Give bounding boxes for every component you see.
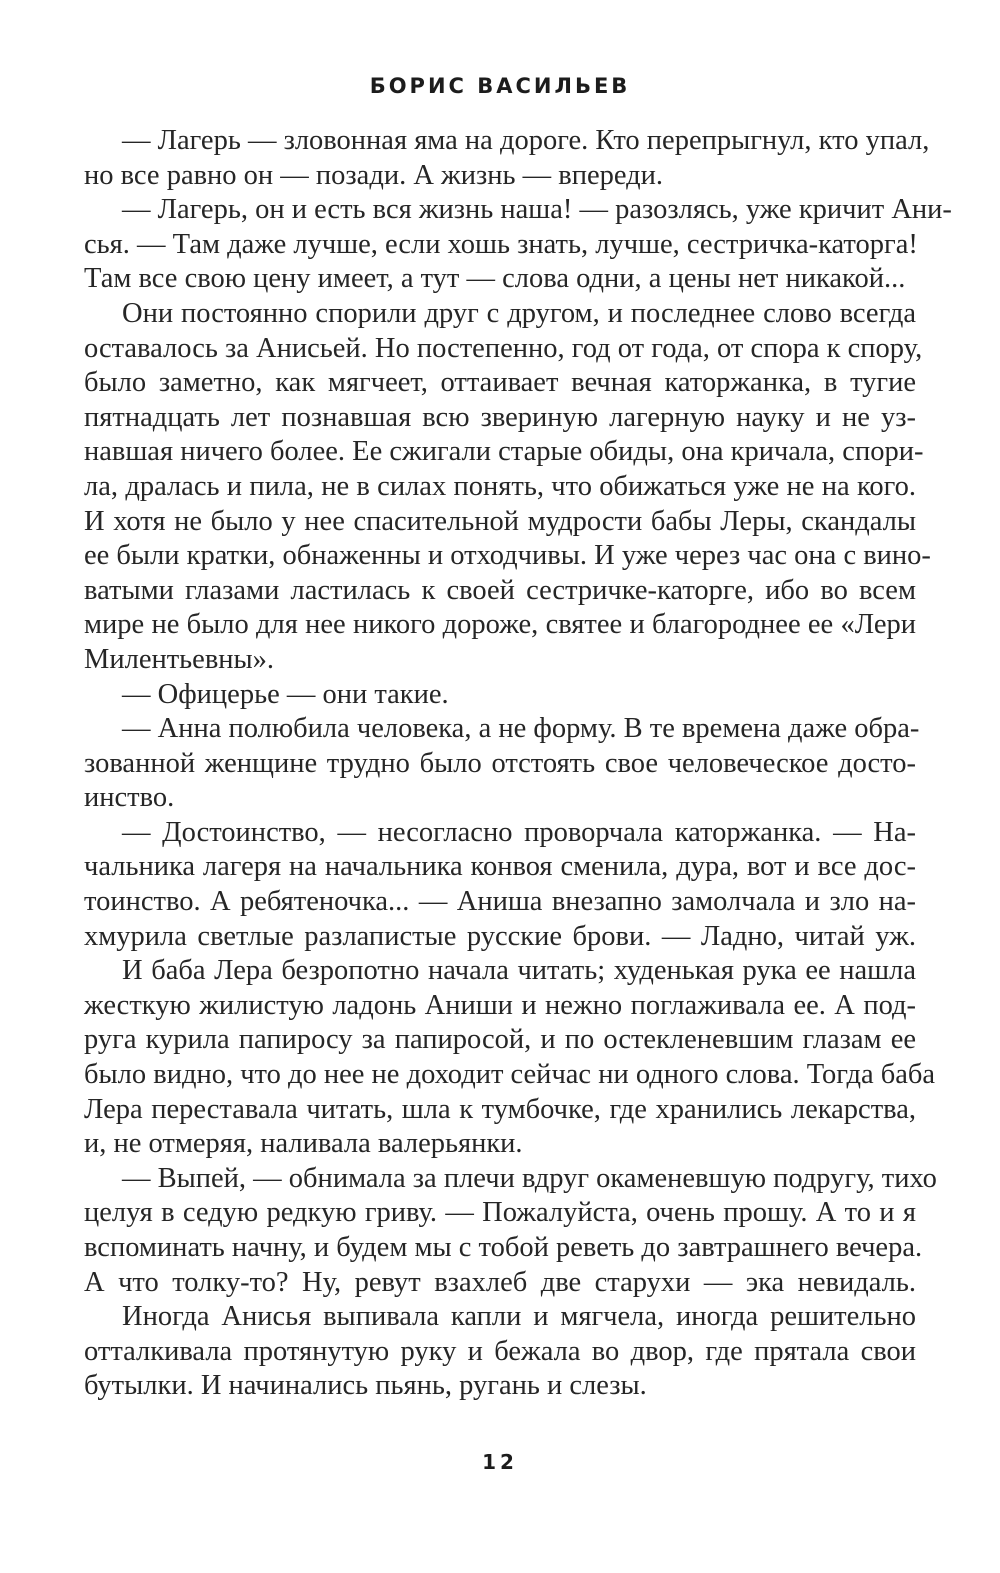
text-line: зованной женщине трудно было отстоять свое человеческое досто- (84, 747, 916, 779)
text-line: было заметно, как мягчеет, оттаивает вечная каторжанка, в тугие (84, 367, 916, 399)
text-line: — Офицерье — они такие. (122, 678, 449, 710)
text-line: ватыми глазами ластилась к своей сестричке-каторге, ибо во всем (84, 574, 916, 606)
text-line: ее были кратки, обнаженны и отходчивы. И уже через час она с вино- (84, 540, 931, 572)
text-line: навшая ничего более. Ее сжигали старые обиды, она кричала, спори- (84, 436, 924, 468)
text-line: пятнадцать лет познавшая всю звериную лагерную науку и не уз- (84, 401, 916, 433)
text-line: мире не было для нее никого дороже, святее и благороднее ее «Лери (84, 609, 916, 641)
text-line: И баба Лера безропотно начала читать; худенькая рука ее нашла (122, 955, 916, 987)
text-line: руга курила папиросу за папиросой, и по остекленевшим глазам ее (84, 1024, 916, 1056)
text-line: бутылки. И начинались пьянь, ругань и слезы. (84, 1370, 647, 1402)
text-line: — Лагерь — зловонная яма на дороге. Кто перепрыгнул, кто упал, (122, 125, 930, 156)
text-line: Они постоянно спорили друг с другом, и последнее слово всегда (122, 297, 916, 329)
text-line: хмурила светлые разлапистые русские брови. — Ладно, читай уж. (84, 920, 916, 952)
text-line: Иногда Анисья выпивала капли и мягчела, иногда решительно (122, 1301, 916, 1333)
text-line: оставалось за Анисьей. Но постепенно, год от года, от спора к спору, (84, 332, 923, 364)
text-line: было видно, что до нее не доходит сейчас ни одного слова. Тогда баба (84, 1059, 936, 1091)
text-line: — Выпей, — обнимала за плечи вдруг окаменевшую подругу, тихо (122, 1162, 937, 1194)
text-line: — Лагерь, он и есть вся жизнь наша! — разозлясь, уже кричит Ани- (122, 194, 952, 226)
text-line: Милентьевны». (84, 643, 275, 675)
text-line: — Анна полюбила человека, а не форму. В те времена даже обра- (122, 713, 920, 745)
page-number: 12 (482, 1450, 518, 1474)
text-line: инство. (84, 782, 175, 814)
text-line: А что толку-то? Ну, ревут взахлеб две старухи — эка невидаль. (84, 1266, 916, 1298)
body-text (84, 124, 952, 1404)
text-line: и, не отмеряя, наливала валерьянки. (84, 1128, 523, 1160)
text-line: отталкивала протянутую руку и бежала во двор, где прятала свои (84, 1335, 916, 1367)
text-line: ла, дралась и пила, не в силах понять, что обижаться уже не на кого. (84, 470, 916, 502)
text-line: И хотя не было у нее спасительной мудрости бабы Леры, скандалы (84, 505, 916, 537)
text-line: целуя в седую редкую гриву. — Пожалуйста, очень прошу. А то и я (84, 1197, 916, 1229)
text-line: Там все свою цену имеет, а тут — слова одни, а цены нет никакой... (84, 263, 906, 295)
text-line: тоинство. А ребятеночка... — Аниша внезапно замолчала и зло на- (84, 886, 916, 918)
text-line: жесткую жилистую ладонь Аниши и нежно поглаживала ее. А под- (84, 989, 916, 1021)
text-line: но все равно он — позади. А жизнь — впереди. (84, 159, 664, 191)
running-head-author: БОРИС ВАСИЛЬЕВ (369, 74, 631, 98)
text-line: Лера переставала читать, шла к тумбочке, где хранились лекарства, (84, 1093, 916, 1125)
text-line: чальника лагеря на начальника конвоя сменила, дура, вот и все дос- (84, 851, 916, 883)
text-line: вспоминать начну, и будем мы с тобой реветь до завтрашнего вечера. (84, 1232, 923, 1263)
text-line: — Достоинство, — несогласно проворчала каторжанка. — На- (122, 816, 916, 848)
text-line: сья. — Там даже лучше, если хошь знать, лучше, сестричка-каторга! (84, 228, 918, 260)
